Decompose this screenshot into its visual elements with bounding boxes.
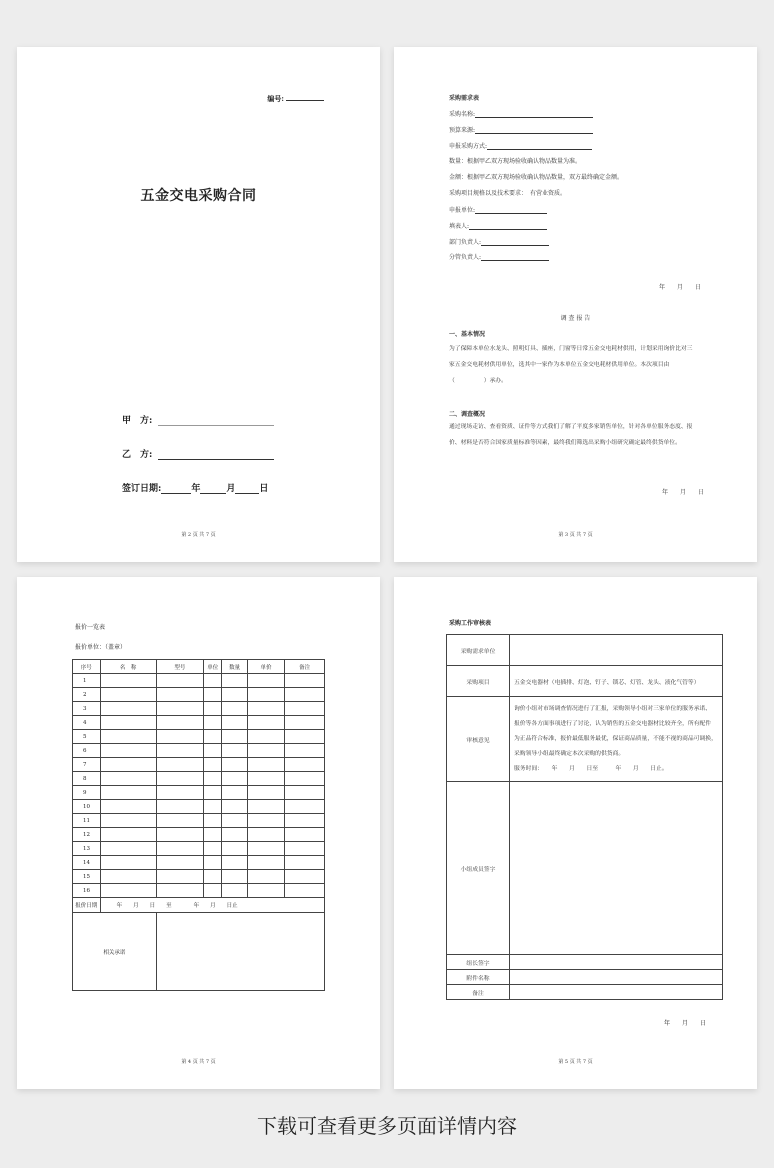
table-cell (100, 842, 156, 856)
table-cell (285, 856, 325, 870)
row-index: 1 (73, 674, 101, 688)
table-cell (247, 884, 285, 898)
table-cell (247, 856, 285, 870)
table-cell (156, 702, 203, 716)
table-cell (203, 716, 221, 730)
table-cell (247, 870, 285, 884)
field-line (487, 143, 592, 150)
section1-text (449, 341, 711, 389)
col-header: 数量 (222, 660, 247, 674)
row-label: 采购需求单位 (447, 635, 510, 666)
table-cell (222, 730, 247, 744)
table-cell (203, 730, 221, 744)
page-quote-list (17, 577, 380, 1089)
table-cell (156, 674, 203, 688)
table-row (73, 884, 325, 898)
table-cell (222, 870, 247, 884)
table-cell (203, 856, 221, 870)
review-line: 报价等各方面事项进行了讨论，认为销售的五金交电器材比较齐全，所有配件 (514, 720, 712, 727)
row-index: 3 (73, 702, 101, 716)
table-cell (100, 800, 156, 814)
party-a-label: 甲 方: (122, 416, 153, 426)
row-index: 15 (73, 870, 101, 884)
commit-row (73, 913, 325, 991)
table-row (73, 688, 325, 702)
row-review (447, 697, 723, 782)
table-cell (100, 870, 156, 884)
form-title: 采购需求表 (449, 95, 480, 102)
table-cell (203, 758, 221, 772)
table-cell (285, 842, 325, 856)
signer-line (481, 239, 549, 246)
table-cell (156, 814, 203, 828)
field-budget (449, 125, 593, 134)
signer-manager (449, 252, 549, 261)
table-cell (203, 674, 221, 688)
table-cell (222, 758, 247, 772)
commit-cell (156, 913, 324, 991)
field-name (449, 109, 593, 118)
report-date: 年 月 日 (662, 489, 705, 496)
table-row (73, 800, 325, 814)
table-cell (203, 842, 221, 856)
table-cell (222, 800, 247, 814)
table-cell (285, 688, 325, 702)
row-index: 11 (73, 814, 101, 828)
review-line: 询价小组对市场调查情况进行了汇报，采购领导小组对三家单位的服务承诺、 (514, 705, 712, 712)
table-cell (203, 884, 221, 898)
table-row (73, 702, 325, 716)
table-cell (285, 870, 325, 884)
table-cell (203, 772, 221, 786)
table-row (73, 674, 325, 688)
row-index: 4 (73, 716, 101, 730)
row-index: 16 (73, 884, 101, 898)
review-line: 采购领导小组最终确定本次采购的供货商。 (514, 750, 625, 757)
section2-line: 通过现场走访、查看资质、证件等方式我们了解了平度多家销售单位，针对各单位服务态度、报 (449, 424, 693, 430)
table-cell (100, 702, 156, 716)
table-cell (100, 884, 156, 898)
section1-line: 家五金交电耗材供用单位，选其中一家作为本单位五金交电耗材供用单位。本次项目由 (449, 362, 670, 368)
page-footer: 第 5 页 共 7 页 (558, 1059, 593, 1065)
table-cell (247, 800, 285, 814)
year-label: 年 (191, 484, 201, 494)
table-row (73, 786, 325, 800)
table-cell (285, 800, 325, 814)
review-table (446, 634, 723, 1000)
table-cell (285, 716, 325, 730)
table-cell (203, 870, 221, 884)
table-row (73, 870, 325, 884)
table-cell (100, 814, 156, 828)
table-row (73, 758, 325, 772)
year-line (161, 484, 191, 494)
table-cell (100, 828, 156, 842)
table-cell (285, 674, 325, 688)
table-cell (285, 744, 325, 758)
table-cell (222, 884, 247, 898)
row-value (510, 970, 723, 985)
page-footer: 第 4 页 共 7 页 (181, 1059, 216, 1065)
table-cell (156, 786, 203, 800)
row-index: 14 (73, 856, 101, 870)
form-date: 年 月 日 (659, 284, 702, 291)
party-b-line (158, 450, 274, 460)
sign-date-label: 签订日期: (122, 484, 162, 494)
table-cell (222, 674, 247, 688)
row-label: 组长签字 (447, 955, 510, 970)
signer-dept (449, 237, 549, 246)
row-index: 6 (73, 744, 101, 758)
table-cell (285, 828, 325, 842)
month-line (200, 484, 226, 494)
table-row (73, 814, 325, 828)
table-cell (203, 688, 221, 702)
party-a-line (158, 416, 274, 426)
table-cell (156, 744, 203, 758)
table-cell (156, 730, 203, 744)
table-row (73, 716, 325, 730)
row-project (447, 666, 723, 697)
table-cell (156, 828, 203, 842)
table-cell (100, 730, 156, 744)
party-a (122, 413, 274, 426)
row-value (510, 697, 723, 782)
col-header: 单位 (203, 660, 221, 674)
table-cell (203, 702, 221, 716)
row-attachment (447, 970, 723, 985)
row-index: 9 (73, 786, 101, 800)
review-date: 年 月 日 (664, 1020, 707, 1027)
table-cell (285, 772, 325, 786)
row-label: 附件名称 (447, 970, 510, 985)
section2-line: 价、材料是否符合国家质量标准等因素，最终我们筛选出采购小组研究确定最终供货单位。 (449, 440, 681, 446)
quote-title: 报价一览表 (75, 624, 106, 631)
row-index: 2 (73, 688, 101, 702)
table-cell (222, 716, 247, 730)
table-cell (247, 772, 285, 786)
table-cell (156, 856, 203, 870)
row-label: 采购项目 (447, 666, 510, 697)
spec-text: 采购项目规格以及技术要求： 有营业资质。 (449, 190, 567, 197)
col-header: 型号 (156, 660, 203, 674)
table-cell (156, 688, 203, 702)
date-row (73, 898, 325, 913)
number-label: 编号: (267, 94, 284, 103)
table-cell (247, 842, 285, 856)
table-header (73, 660, 325, 674)
row-index: 7 (73, 758, 101, 772)
quantity-text: 数量：根据甲乙双方现场验收确认物品数量为准。 (449, 158, 582, 165)
review-line: 为正品符合标准，报价最低服务最优，保证商品质量，不能不视的商品可调换， (514, 735, 717, 742)
commit-label: 相关承诺 (73, 913, 157, 991)
col-header: 备注 (285, 660, 325, 674)
table-cell (222, 814, 247, 828)
contract-title: 五金交电采购合同 (140, 188, 257, 204)
row-value (510, 782, 723, 955)
service-time: 服务时间： 年 月 日至 年 月 日止。 (514, 765, 668, 772)
table-cell (247, 730, 285, 744)
table-cell (247, 828, 285, 842)
quote-table (72, 659, 325, 991)
table-cell (203, 744, 221, 758)
row-remark (447, 985, 723, 1000)
row-value (510, 635, 723, 666)
section1-title: 一、基本情况 (449, 331, 486, 338)
field-method (449, 141, 592, 150)
signer-line (481, 254, 549, 261)
table-cell (156, 842, 203, 856)
page-contract-cover (17, 47, 380, 562)
col-header: 单价 (247, 660, 285, 674)
row-label: 小组成员签字 (447, 782, 510, 955)
table-cell (285, 730, 325, 744)
page-demand-report (394, 47, 757, 562)
report-title: 调 查 报 告 (560, 315, 591, 322)
signer-label: 申报单位: (449, 207, 476, 214)
table-cell (285, 758, 325, 772)
table-cell (100, 772, 156, 786)
table-cell (247, 758, 285, 772)
quote-unit: 报价单位：（盖章） (75, 644, 127, 651)
party-b (122, 447, 274, 460)
table-row (73, 744, 325, 758)
table-cell (156, 870, 203, 884)
table-cell (285, 702, 325, 716)
section1-line: 为了保障本单位水龙头、照明灯具、插座，门窗等日常五金交电耗材供用，计划采用询价比对三 (449, 346, 693, 352)
row-value (510, 955, 723, 970)
table-cell (285, 884, 325, 898)
table-row (73, 842, 325, 856)
section1-line: （ ）承办。 (449, 378, 507, 384)
date-row-text: 年 月 日 至 年 月 日止 (100, 898, 324, 913)
row-index: 13 (73, 842, 101, 856)
col-header: 序号 (73, 660, 101, 674)
signer-label: 部门负责人: (449, 239, 482, 246)
table-cell (203, 828, 221, 842)
table-cell (203, 800, 221, 814)
row-index: 8 (73, 772, 101, 786)
review-title: 采购工作审核表 (449, 620, 492, 627)
row-value (510, 985, 723, 1000)
number-line (286, 93, 324, 101)
signer-label: 填表人: (449, 223, 470, 230)
table-cell (247, 674, 285, 688)
field-label: 采购名称: (449, 111, 476, 118)
table-cell (100, 758, 156, 772)
table-cell (156, 716, 203, 730)
table-cell (222, 856, 247, 870)
col-header: 名 称 (100, 660, 156, 674)
signer-line (469, 223, 547, 230)
table-cell (203, 814, 221, 828)
table-cell (222, 786, 247, 800)
party-b-label: 乙 方: (122, 450, 153, 460)
table-cell (100, 856, 156, 870)
field-line (475, 111, 593, 118)
row-members (447, 782, 723, 955)
section2-title: 二、调查概况 (449, 411, 486, 418)
table-cell (222, 842, 247, 856)
table-cell (222, 744, 247, 758)
table-row (73, 828, 325, 842)
table-cell (222, 772, 247, 786)
table-cell (247, 814, 285, 828)
table-cell (222, 828, 247, 842)
table-cell (247, 688, 285, 702)
field-label: 申报采购方式: (449, 143, 488, 150)
month-label: 月 (226, 484, 236, 494)
table-row (73, 730, 325, 744)
table-cell (285, 786, 325, 800)
table-cell (156, 758, 203, 772)
row-leader (447, 955, 723, 970)
table-cell (100, 716, 156, 730)
section2-text (449, 419, 711, 451)
table-cell (247, 786, 285, 800)
table-row (73, 856, 325, 870)
table-cell (156, 800, 203, 814)
table-cell (247, 744, 285, 758)
field-line (475, 127, 593, 134)
signer-line (475, 207, 547, 214)
day-label: 日 (259, 484, 269, 494)
signer-label: 分管负责人: (449, 254, 482, 261)
date-row-label: 报价日期 (73, 898, 101, 913)
row-dept (447, 635, 723, 666)
page-footer: 第 2 页 共 7 页 (181, 532, 216, 538)
table-cell (247, 716, 285, 730)
table-row (73, 772, 325, 786)
sign-date (122, 481, 268, 494)
table-cell (222, 688, 247, 702)
table-cell (156, 772, 203, 786)
table-cell (222, 702, 247, 716)
row-label: 审核意见 (447, 697, 510, 782)
amount-text: 金额：根据甲乙双方现场验收确认物品数量，双方最终确定金额。 (449, 174, 624, 181)
signer-unit (449, 205, 547, 214)
signer-filler (449, 221, 547, 230)
row-value: 五金交电器材（电插排、灯泡、钉子、锁芯、灯管、龙头、液化气管等） (510, 666, 723, 697)
table-cell (100, 744, 156, 758)
row-index: 10 (73, 800, 101, 814)
table-cell (100, 674, 156, 688)
row-label: 备注 (447, 985, 510, 1000)
row-index: 12 (73, 828, 101, 842)
page-footer: 第 3 页 共 7 页 (558, 532, 593, 538)
page-review (394, 577, 757, 1089)
day-line (235, 484, 259, 494)
table-cell (100, 786, 156, 800)
contract-number (267, 93, 324, 104)
table-cell (247, 702, 285, 716)
table-cell (100, 688, 156, 702)
field-label: 预算来源: (449, 127, 476, 134)
download-caption: 下载可查看更多页面详情内容 (257, 1114, 517, 1138)
table-cell (156, 884, 203, 898)
table-cell (203, 786, 221, 800)
table-cell (285, 814, 325, 828)
row-index: 5 (73, 730, 101, 744)
